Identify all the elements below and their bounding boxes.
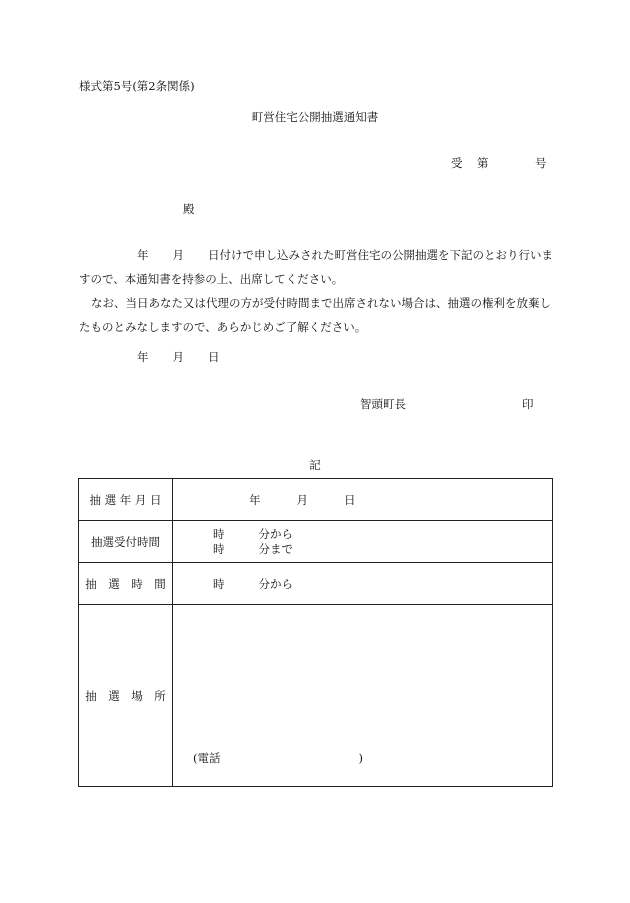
table-row-reception-time bbox=[79, 521, 553, 563]
phone-line bbox=[193, 750, 363, 766]
lottery-date-month: 月 bbox=[296, 492, 308, 507]
reception-end-hour: 時 bbox=[213, 541, 225, 556]
phone-close: ) bbox=[358, 751, 363, 765]
ki-heading: 記 bbox=[309, 458, 321, 472]
issue-date-year: 年 bbox=[137, 350, 149, 364]
issue-date-month: 月 bbox=[172, 350, 184, 364]
issue-date bbox=[137, 349, 220, 365]
reception-end-min: 分まで bbox=[258, 541, 293, 556]
phone-open: (電話 bbox=[193, 751, 221, 765]
body-paragraph-2-text: なお、当日あなた又は代理の方が受付時間まで出席されない場合は、抽選の権利を放棄したものとみなしますので、あらかじめご了解ください。 bbox=[79, 296, 551, 334]
body-month: 月 bbox=[172, 248, 184, 262]
issuer-title: 智頭町長 bbox=[360, 397, 406, 411]
reception-start-hour: 時 bbox=[213, 526, 225, 541]
label-lottery-place: 抽 選 場 所 bbox=[79, 605, 173, 787]
form-number: 様式第5号(第2条関係) bbox=[79, 79, 195, 93]
issuer-seal: 印 bbox=[522, 397, 534, 411]
lottery-date-day: 日 bbox=[344, 492, 356, 507]
table-row-lottery-time bbox=[79, 563, 553, 605]
value-lottery-time bbox=[173, 563, 553, 605]
body-paragraph-2 bbox=[79, 291, 559, 339]
lottery-time-hour: 時 bbox=[213, 576, 225, 591]
body-year: 年 bbox=[137, 248, 149, 262]
body-paragraph-1-text: 日付けで申し込みされた町営住宅の公開抽選を下記のとおり行いますので、本通知書を持参の上、出席してください。 bbox=[79, 248, 553, 286]
value-lottery-date bbox=[173, 479, 553, 521]
lottery-date-year: 年 bbox=[249, 492, 261, 507]
label-lottery-date: 抽 選 年 月 日 bbox=[79, 479, 173, 521]
document-title: 町営住宅公開抽選通知書 bbox=[251, 110, 379, 124]
value-lottery-place bbox=[173, 605, 553, 787]
label-lottery-time: 抽 選 時 間 bbox=[79, 563, 173, 605]
value-reception-time bbox=[173, 521, 553, 563]
reference-go: 号 bbox=[535, 156, 547, 170]
issue-date-day: 日 bbox=[208, 350, 220, 364]
lottery-time-min: 分から bbox=[258, 576, 293, 591]
addressee-suffix: 殿 bbox=[183, 202, 195, 216]
table-row-lottery-place bbox=[79, 605, 553, 787]
body-paragraph-1 bbox=[79, 243, 559, 291]
reception-start-min: 分から bbox=[258, 526, 293, 541]
table-row-lottery-date bbox=[79, 479, 553, 521]
lottery-details-table bbox=[78, 478, 553, 787]
label-reception-time: 抽選受付時間 bbox=[79, 521, 173, 563]
reference-dai: 第 bbox=[477, 156, 489, 170]
reference-receipt: 受 bbox=[451, 156, 463, 170]
